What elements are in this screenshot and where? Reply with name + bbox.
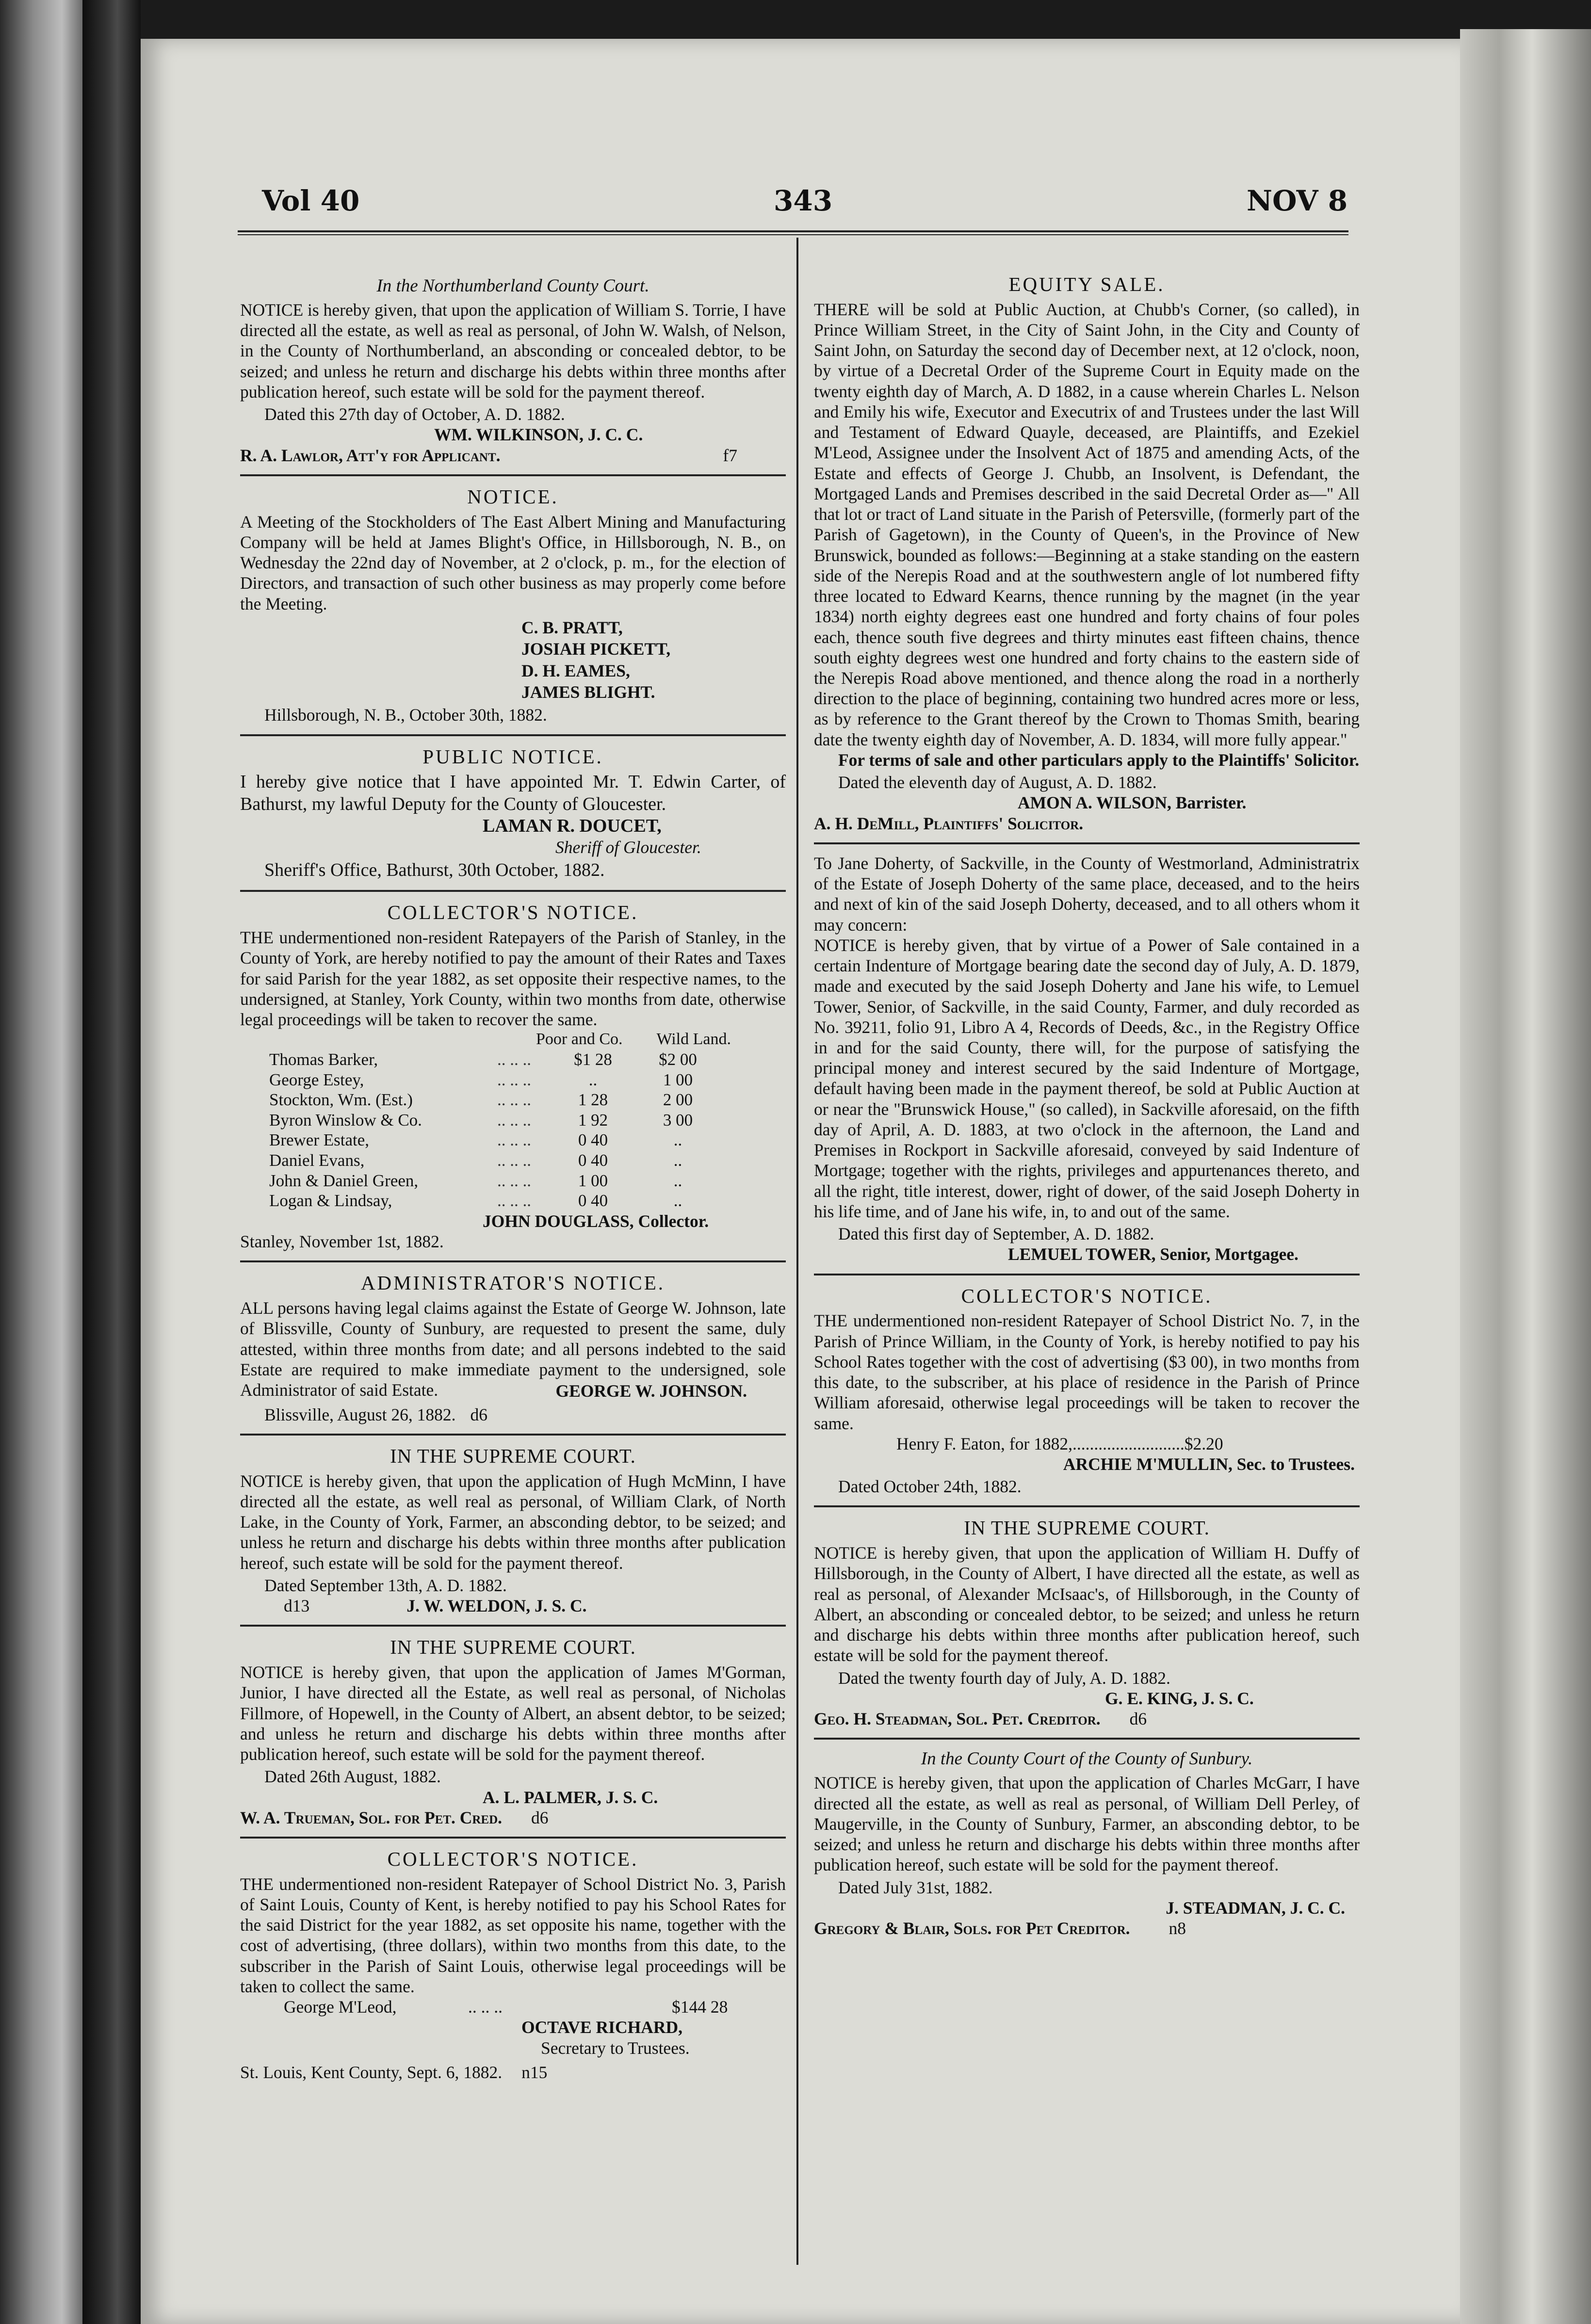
dot-leader: .. .. .. [497,1049,531,1069]
notice-date: Stanley, November 1st, 1882. [240,1232,444,1252]
notice-signature: WM. WILKINSON, J. C. C. [434,425,643,445]
notice-date: Hillsborough, N. B., October 30th, 1882. [264,705,547,725]
notice-heading: EQUITY SALE. [1008,273,1165,295]
poor-rate: $1 28 [574,1049,612,1069]
ad-code: n8 [1169,1919,1186,1938]
rates-row [269,1130,720,1150]
header-rule-thin [238,234,1348,235]
section-rule [240,474,786,476]
column-header-wild: Wild Land. [656,1030,731,1049]
column-header-poor: Poor and Co. [536,1030,623,1049]
poor-rate: 1 00 [578,1171,608,1190]
dot-leader: .. .. .. [497,1090,531,1110]
ratepayer-name: Byron Winslow & Co. [269,1110,422,1130]
rate-amount: $144 28 [672,1997,728,2017]
dot-leader: .. .. .. [497,1191,531,1210]
issue-date: NOV 8 [1247,184,1348,217]
notice-date: Dated this first day of September, A. D. 1882. [838,1224,1154,1244]
ratepayer-name: Daniel Evans, [269,1151,365,1170]
poor-rate: 0 40 [578,1151,608,1170]
notice-body: THE undermentioned non-resident Ratepayer of School District No. 7, in the Parish of Prince William, in the County of York, is hereby notified to pay his School Rates together with the cost of advertising ($3 00), in two months from this date, to the subscriber, at his place of residence in the Parish of Prince William aforesaid, otherwise legal proceedings will be taken to recover the same. [814,1311,1360,1433]
notice-signature: J. STEADMAN, J. C. C. [1166,1898,1345,1918]
notice-signature: AMON A. WILSON, Barrister. [1018,793,1247,813]
notice-heading: COLLECTOR'S NOTICE. [961,1284,1213,1307]
sunbury-court-notice [814,1748,1360,1938]
ad-code: d13 [284,1596,310,1616]
solicitor-line: Gregory & Blair, Sols. for Pet Creditor. [814,1919,1130,1938]
dot-leader: .. .. .. [468,1997,503,2017]
notice-date: Dated 26th August, 1882. [264,1767,441,1787]
collector-notice-st-louis [240,1847,786,2082]
wild-land-rate: .. [673,1151,682,1170]
notice-heading: NOTICE. [467,485,559,508]
ratepayer-name: Stockton, Wm. (Est.) [269,1090,413,1110]
notice-signature: LEMUEL TOWER, Senior, Mortgagee. [1008,1244,1299,1264]
dot-leader: .. .. .. [497,1070,531,1089]
section-rule [240,1837,786,1839]
poor-rate: 0 40 [578,1191,608,1210]
ratepayer-entry: Henry F. Eaton, for 1882, [896,1434,1072,1453]
newspaper-page [141,39,1460,2324]
notice-body: NOTICE is hereby given, that upon the application of William H. Duffy of Hillsborough, in the County of Albert, I have directed all the estate, as well as real as personal, of Alexander McIsaac's, of Hillsborough, in the County of Albert, an absconding or concealed debtor, to be seized; and unless he return and discharge his debts within three months after publication hereof, such estate will be sold for the payment thereof. [814,1543,1360,1665]
ad-code: d6 [1129,1709,1147,1729]
ratepayer-name: Logan & Lindsay, [269,1191,392,1210]
supreme-court-notice-mcgorman [240,1635,786,1828]
dot-leader: .......................... [1072,1434,1185,1453]
notice-signature: OCTAVE RICHARD, [521,2017,683,2037]
notice-body: NOTICE is hereby given, that upon the application of Charles McGarr, I have directed all the estate, as well as real as personal, of William Dell Perley, of Maugerville, in the County of Sunbury, Farmer, an absconding debtor, to be seized; and unless he return and discharge his debts within three months after publication hereof, such estate will be sold for the payment thereof. [814,1773,1360,1875]
notice-date: Dated September 13th, A. D. 1882. [264,1575,507,1595]
notice-date: Sheriff's Office, Bathurst, 30th October, 1882. [264,860,605,881]
wild-land-rate: 1 00 [663,1070,693,1089]
ad-code: f7 [723,445,737,465]
poor-rate: 1 28 [578,1090,608,1110]
notice-body: NOTICE is hereby given, that upon the application of William S. Torrie, I have directed all the estate, as well as real as personal, of John W. Walsh, of Nelson, in the County of Northumberland, an absconding or concealed debtor, to be seized; and unless he return and discharge his debts within three months after publication hereof, such estate will be sold for the payment thereof. [240,300,786,402]
notice-signature: JOHN DOUGLASS, Collector. [483,1211,709,1231]
ratepayer-name: John & Daniel Green, [269,1171,419,1190]
section-rule [814,1738,1360,1740]
page-number: 343 [774,184,833,217]
rates-row [269,1090,720,1110]
notice-heading: IN THE SUPREME COURT. [964,1517,1210,1539]
signatory-title: Sheriff of Gloucester. [555,838,701,857]
supreme-court-notice-duffy [814,1516,1360,1729]
rates-row [269,1150,720,1171]
column-divider [796,238,798,2265]
notice-date: Blissville, August 26, 1882. [264,1404,456,1424]
collector-notice-stanley [240,901,786,1252]
signatory-title: Secretary to Trustees. [541,2038,690,2058]
section-rule [240,1625,786,1627]
wild-land-rate: 3 00 [663,1110,693,1130]
dot-leader: .. .. .. [497,1110,531,1130]
notice-body: THERE will be sold at Public Auction, at Chubb's Corner, (so called), in Prince William Street, in the City of Saint John, in the City and County of Saint John, on Saturday the second day of December next, at 12 o'clock, noon, by virtue of a Decretal Order of the Supreme Court in Equity made on the twenty eighth day of March, A. D 1882, in a cause wherein Charles L. Nelson and Emily his wife, Executor and Executrix of and Trustees under the last Will and Testament of Edward Quayle, deceased, are Plaintiffs, and Ezekiel M'Leod, Assignee under the Insolvent Act of 1875 and amending Acts, of the Estate and effects of George J. Chubb, an Insolvent, is Defendant, the Mortgaged Lands and Premises described in the said Decretal Order as—" All that lot or tract of Land situate in the Parish of Petersville, (formerly part of the Parish of Gagetown), in the County of Queen's, in the Province of New Brunswick, bounded as follows:—Beginning at a stake standing on the eastern side of the Nerepis Road and at the southwestern angle of lot numbered fifty three located to Edward Kearns, thence running by the magnet (in the year 1834) north eighty degrees east one hundred and forty chains of four poles each, thence south five degrees and thirty minutes east fifteen chains, thence south eighty degrees west one hundred and forty chains to the eastern side of the Nerepis Road above mentioned, and thence along the road in a northerly direction to the place of beginning, containing two hundred acres more or less, as by reference to the Grant thereof by the Crown to Thomas Smith, bearing date the twenty eighth day of November, A. D. 1834, will more fully appear." [814,299,1360,749]
solicitor-line: A. H. DeMill, Plaintiffs' Solicitor. [814,813,1084,833]
section-rule [240,1260,786,1262]
notice-heading: In the Northumberland County Court. [376,276,649,296]
notice-body: ALL persons having legal claims against the Estate of George W. Johnson, late of Blissville, County of Sunbury, are requested to present the same, duly attested, within three months from date; and all persons indebted to the said Estate are required to make immediate payment to the undersigned, sole Administrator of said Estate. [240,1298,786,1400]
meeting-notice [240,485,786,726]
notice-signature: LAMAN R. DOUCET, [483,815,662,836]
notice-heading: PUBLIC NOTICE. [422,745,603,768]
public-notice [240,745,786,882]
rates-row [269,1191,720,1211]
ratepayer-name: George M'Leod, [284,1997,397,2017]
notice-date: Dated this 27th day of October, A. D. 1882. [264,404,565,424]
notice-date: Dated the eleventh day of August, A. D. 1882. [838,773,1157,792]
ratepayer-name: Brewer Estate, [269,1130,370,1150]
ratepayer-name: George Estey, [269,1070,364,1089]
wild-land-rate: 2 00 [663,1090,693,1110]
notice-body: NOTICE is hereby given, that by virtue of a Power of Sale contained in a certain Indenture of Mortgage bearing date the second day of July, A. D. 1879, made and executed by the said Joseph Doherty and Jane his wife, to Lemuel Tower, Senior, of Sackville, in the said County, Farmer, and duly recorded as No. 39211, folio 91, Libro A 4, Records of Deeds, &c., in the Registry Office in and for the said County, there will, for the purpose of satisfying the principal money and interest secured by the said Indenture of Mortgage, default having been made in the payment thereof, be sold at Public Auction at or near the "Brunswick House," (so called), in Sackville aforesaid, on the fifth day of April, A. D. 1883, at two o'clock in the afternoon, the Land and Premises in Rockport in Sackville aforesaid, conveyed by said Indenture of Mortgage; together with the rights, privileges and appurtenances thereto, and all the right, title interest, dower, right of dower, of the said Joseph Doherty in his life time, and of Jane his wife, in, to and out of the same. [814,935,1360,1221]
signatory-name: D. H. EAMES, [521,661,630,680]
notice-heading: IN THE SUPREME COURT. [390,1444,636,1467]
notice-body: THE undermentioned non-resident Ratepayers of the Parish of Stanley, in the County of York, are hereby notified to pay the amount of their Rates and Taxes for said Parish for the year 1882, as set opposite their respective names, to the undersigned, at Stanley, York County, within two months from date, otherwise legal proceedings will be taken to recover the same. [240,928,786,1030]
ratepayer-name: Thomas Barker, [269,1049,378,1069]
notice-signature: ARCHIE M'MULLIN, Sec. to Trustees. [1063,1454,1355,1474]
rates-row [269,1049,720,1070]
notice-date: Dated the twenty fourth day of July, A. D. 1882. [838,1668,1170,1688]
equity-sale-notice [814,273,1360,834]
facing-page-edge [0,0,82,2324]
notice-address: To Jane Doherty, of Sackville, in the County of Westmorland, Administratrix of the Estate of Joseph Doherty of the same place, deceased, and to the heirs and next of kin of the said Joseph Doherty, deceased, and to all others whom it may concern: [814,853,1360,935]
supreme-court-notice-mcminn [240,1444,786,1616]
notice-date: Dated October 24th, 1882. [838,1477,1022,1497]
wild-land-rate: .. [673,1130,682,1150]
section-rule [814,1505,1360,1507]
wild-land-rate: $2 00 [659,1049,697,1069]
section-rule [240,734,786,736]
notice-heading: COLLECTOR'S NOTICE. [387,1847,639,1870]
left-column [240,275,786,2082]
notice-heading: IN THE SUPREME COURT. [390,1636,636,1659]
poor-rate: .. [588,1070,598,1089]
dot-leader: .. .. .. [497,1151,531,1170]
book-spine [82,0,141,2324]
signatory-name: JAMES BLIGHT. [521,682,655,702]
terms-line: For terms of sale and other particulars apply to the Plaintiffs' Solicitor. [838,750,1360,770]
notice-heading: ADMINISTRATOR'S NOTICE. [360,1272,666,1294]
notice-heading: COLLECTOR'S NOTICE. [387,901,639,924]
poor-rate: 1 92 [578,1110,608,1130]
solicitor-line: Geo. H. Steadman, Sol. Pet. Creditor. [814,1709,1101,1729]
right-column [814,275,1360,1938]
section-rule [814,1274,1360,1275]
notice-signature: A. L. PALMER, J. S. C. [483,1787,658,1807]
notice-heading: In the County Court of the County of Sunbury. [921,1749,1253,1769]
poor-rate: 0 40 [578,1130,608,1150]
section-rule [814,842,1360,844]
northumberland-notice [240,275,786,466]
header-rule [238,230,1348,232]
ad-code: d6 [470,1404,487,1424]
notice-body: I hereby give notice that I have appointed Mr. T. Edwin Carter, of Bathurst, my lawful Deputy for the County of Gloucester. [240,772,786,814]
collector-notice-prince-william [814,1284,1360,1497]
ad-code: d6 [531,1808,549,1827]
notice-body: NOTICE is hereby given, that upon the application of James M'Gorman, Junior, I have directed all the Estate, as well real as personal, of Nicholas Fillmore, of Hopewell, in the County of Albert, an absent debtor, to be seized; and unless he return and discharge his debts within three months after publication hereof, such estate will be sold for the payment thereof. [240,1662,786,1764]
signatory-name: JOSIAH PICKETT, [521,639,671,659]
mortgage-sale-notice [814,853,1360,1265]
wild-land-rate: .. [673,1171,682,1190]
volume-label: Vol 40 [262,184,360,217]
administrator-notice [240,1271,786,1424]
page-stack-edge [1460,29,1591,2324]
notice-date: St. Louis, Kent County, Sept. 6, 1882. [240,2062,503,2082]
notice-signature: J. W. WELDON, J. S. C. [406,1596,587,1616]
notice-signature: G. E. KING, J. S. C. [1105,1688,1254,1708]
ad-code: n15 [521,2062,548,2082]
notice-body: NOTICE is hereby given, that upon the application of Hugh McMinn, I have directed all the estate, as well real as personal, of William Clark, of North Lake, in the County of York, Farmer, an absconding debtor, to be seized; and unless he return and discharge his debts within three months after publication hereof, such estate will be sold for the payment thereof. [240,1471,786,1573]
notice-body: THE undermentioned non-resident Ratepayer of School District No. 3, Parish of Saint Louis, County of Kent, is hereby notified to pay his School Rates for the said District for the year 1882, as set opposite his name, together with the cost of advertising, (three dollars), within two months from this date, to the subscriber in the Parish of Saint Louis, otherwise legal proceedings will be taken to collect the same. [240,1874,786,1996]
rates-row [269,1070,720,1090]
attorney-line: R. A. Lawlor, Att'y for Applicant. [240,445,501,465]
dot-leader: .. .. .. [497,1130,531,1150]
notice-signature: GEORGE W. JOHNSON. [555,1381,747,1401]
wild-land-rate: .. [673,1191,682,1210]
solicitor-line: W. A. Trueman, Sol. for Pet. Cred. [240,1808,503,1827]
rates-table [269,1049,720,1211]
dot-leader: .. .. .. [497,1171,531,1190]
signatory-name: C. B. PRATT, [521,617,623,637]
notice-body: A Meeting of the Stockholders of The East Albert Mining and Manufacturing Company will be held at James Blight's Office, in Hillsborough, N. B., on Wednesday the 22nd day of November, at 2 o'clock, p. m., for the election of Directors, and transaction of such other business as may properly come before the Meeting. [240,512,786,613]
section-rule [240,1434,786,1436]
rates-row [269,1171,720,1191]
rates-row [269,1110,720,1130]
section-rule [240,890,786,892]
notice-date: Dated July 31st, 1882. [838,1877,993,1897]
rate-amount: $2.20 [1184,1434,1223,1453]
